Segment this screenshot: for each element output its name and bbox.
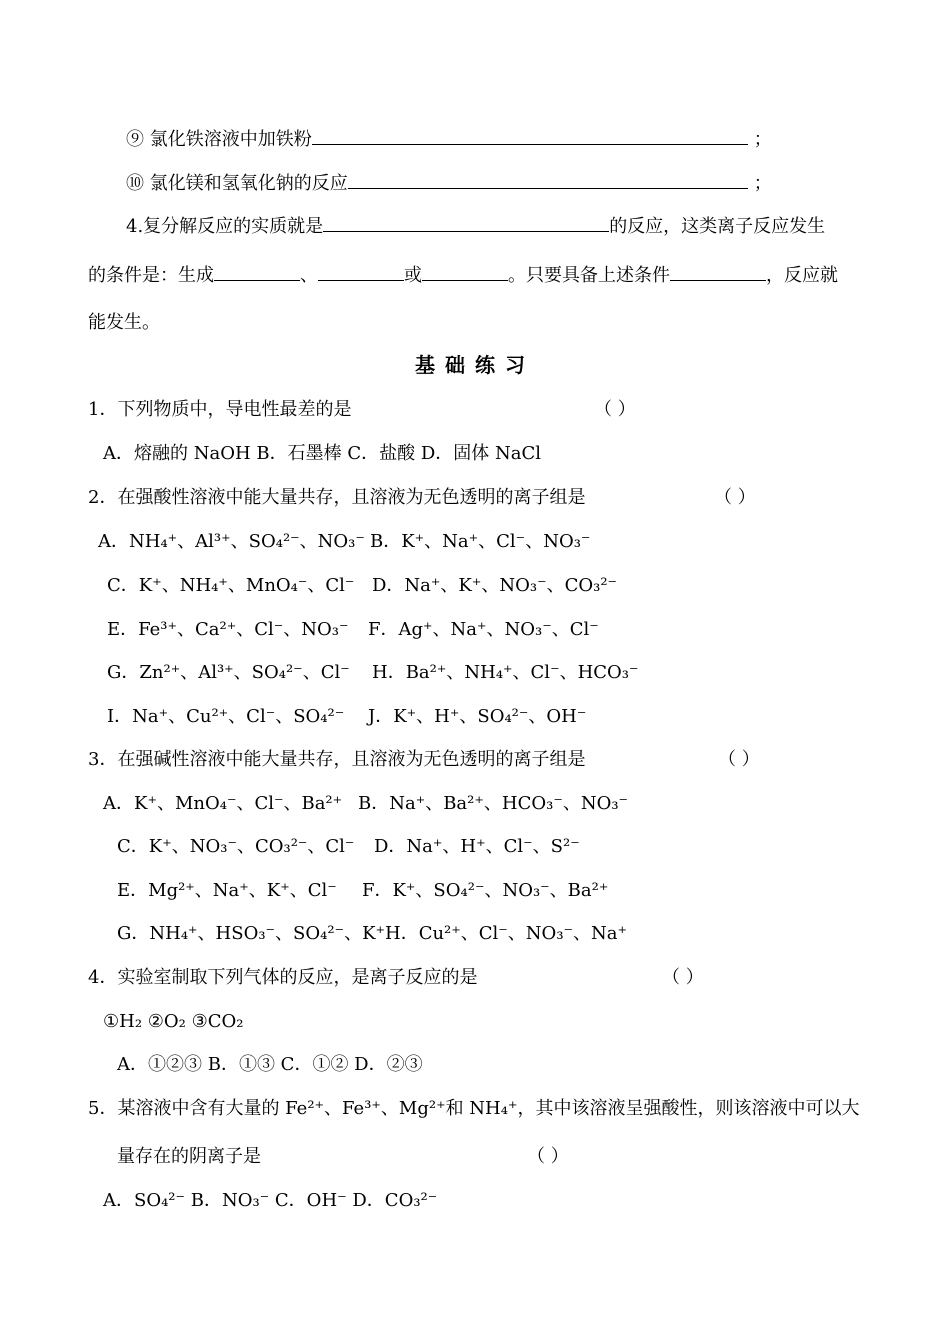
q3-option-f: F．K⁺、SO₄²⁻、NO₃⁻、Ba²⁺	[362, 880, 609, 901]
question-5-stem: 5．某溶液中含有大量的 Fe²⁺、Fe³⁺、Mg²⁺和 NH₄⁺，其中该溶液呈强酸性，则该溶液中可以大	[88, 1098, 860, 1119]
q2-option-a: A．NH₄⁺、Al³⁺、SO₄²⁻、NO₃⁻	[98, 531, 365, 552]
question-4-fill-text-cont: 的反应，这类离子反应发生	[609, 216, 826, 237]
question-5-options: A．SO₄²⁻ B．NO₃⁻ C．OH⁻ D．CO₃²⁻	[103, 1190, 438, 1211]
q2-option-g: G．Zn²⁺、Al³⁺、SO₄²⁻、Cl⁻	[107, 662, 350, 683]
q2-option-i: I．Na⁺、Cu²⁺、Cl⁻、SO₄²⁻	[107, 706, 345, 727]
q2-option-b: B．K⁺、Na⁺、Cl⁻、NO₃⁻	[370, 531, 591, 552]
answer-paren[interactable]: （ ）	[714, 487, 756, 508]
q3-option-h: H．Cu²⁺、Cl⁻、NO₃⁻、Na⁺	[385, 923, 628, 944]
semicolon: ；	[753, 173, 772, 194]
q2-option-c: C．K⁺、NH₄⁺、MnO₄⁻、Cl⁻	[107, 575, 355, 596]
fill-text: 或	[404, 265, 422, 286]
fill-line-4c: 能发生。	[88, 312, 160, 333]
q2-option-j: J．K⁺、H⁺、SO₄²⁻、OH⁻	[368, 706, 587, 727]
fill-line-9-text: ⑨ 氯化铁溶液中加铁粉	[126, 129, 312, 150]
answer-blank[interactable]	[312, 126, 748, 145]
question-2-stem: 2．在强酸性溶液中能大量共存，且溶液为无色透明的离子组是	[88, 487, 586, 508]
question-1-stem: 1．下列物质中，导电性最差的是	[88, 399, 352, 420]
question-1-options: A．熔融的 NaOH B．石墨棒 C．盐酸 D．固体 NaCl	[103, 443, 541, 464]
q2-option-f: F．Ag⁺、Na⁺、NO₃⁻、Cl⁻	[368, 619, 599, 640]
fill-text: 、	[300, 265, 318, 286]
question-4-fill-text: 4.复分解反应的实质就是	[126, 216, 324, 237]
q3-option-b: B．Na⁺、Ba²⁺、HCO₃⁻、NO₃⁻	[358, 793, 629, 814]
section-title: 基础练习	[415, 353, 535, 377]
q3-option-g: G．NH₄⁺、HSO₃⁻、SO₄²⁻、K⁺	[117, 923, 386, 944]
answer-paren[interactable]: （ ）	[527, 1146, 569, 1167]
q3-option-a: A．K⁺、MnO₄⁻、Cl⁻、Ba²⁺	[103, 793, 343, 814]
answer-blank[interactable]	[318, 262, 404, 281]
answer-blank[interactable]	[670, 262, 766, 281]
q2-option-h: H．Ba²⁺、NH₄⁺、Cl⁻、HCO₃⁻	[372, 662, 639, 683]
answer-paren[interactable]: （ ）	[718, 749, 760, 770]
q3-option-e: E．Mg²⁺、Na⁺、K⁺、Cl⁻	[117, 880, 337, 901]
question-3-stem: 3．在强碱性溶液中能大量共存，且溶液为无色透明的离子组是	[88, 749, 586, 770]
fill-line-4b	[88, 262, 838, 288]
answer-blank[interactable]	[323, 213, 609, 232]
fill-line-10-text: ⑩ 氯化镁和氢氧化钠的反应	[126, 173, 348, 194]
question-4-stem: 4．实验室制取下列气体的反应，是离子反应的是	[88, 967, 478, 988]
answer-paren[interactable]: （ ）	[594, 399, 636, 420]
fill-line-4a	[126, 213, 825, 239]
semicolon: ；	[753, 129, 772, 150]
fill-text: ，反应就	[766, 265, 838, 286]
q2-option-d: D．Na⁺、K⁺、NO₃⁻、CO₃²⁻	[372, 575, 618, 596]
question-4-items: ①H₂ ②O₂ ③CO₂	[103, 1011, 244, 1032]
question-4-options: A．①②③ B．①③ C．①② D．②③	[117, 1054, 423, 1075]
fill-text: 的条件是：生成	[88, 265, 214, 286]
question-5-stem-cont: 量存在的阴离子是	[117, 1146, 261, 1167]
answer-blank[interactable]	[348, 170, 748, 189]
answer-blank[interactable]	[214, 262, 300, 281]
q3-option-c: C．K⁺、NO₃⁻、CO₃²⁻、Cl⁻	[117, 836, 355, 857]
q3-option-d: D．Na⁺、H⁺、Cl⁻、S²⁻	[374, 836, 580, 857]
fill-line-10	[126, 170, 772, 196]
q2-option-e: E．Fe³⁺、Ca²⁺、Cl⁻、NO₃⁻	[107, 619, 349, 640]
fill-text: 。只要具备上述条件	[508, 265, 670, 286]
fill-line-9	[126, 126, 772, 152]
answer-paren[interactable]: （ ）	[662, 967, 704, 988]
answer-blank[interactable]	[422, 262, 508, 281]
